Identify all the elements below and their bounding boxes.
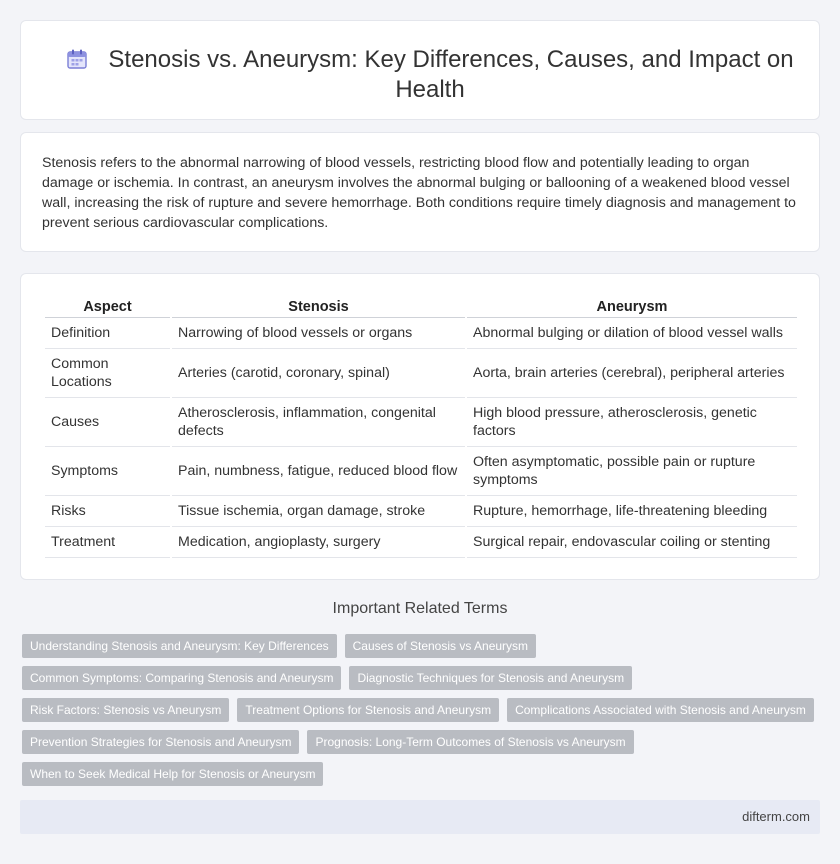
related-term-tag[interactable]: Causes of Stenosis vs Aneurysm xyxy=(345,634,536,658)
header-aneurysm: Aneurysm xyxy=(467,296,797,318)
title-card xyxy=(20,20,820,120)
related-term-tag[interactable]: Treatment Options for Stenosis and Aneurysm xyxy=(237,698,499,722)
related-term-tag[interactable]: When to Seek Medical Help for Stenosis or Aneurysm xyxy=(22,762,323,786)
cell-aspect: Common Locations xyxy=(45,349,170,398)
related-term-tag[interactable]: Complications Associated with Stenosis and Aneurysm xyxy=(507,698,814,722)
table-row xyxy=(45,318,797,349)
cell-stenosis: Narrowing of blood vessels or organs xyxy=(172,318,465,349)
cell-aneurysm: Rupture, hemorrhage, life-threatening bleeding xyxy=(467,496,797,527)
footer-site-link[interactable]: difterm.com xyxy=(742,809,810,824)
page-title-wrap xyxy=(61,45,799,105)
cell-aneurysm: Aorta, brain arteries (cerebral), peripheral arteries xyxy=(467,349,797,398)
table-row xyxy=(45,527,797,558)
cell-aneurysm: Abnormal bulging or dilation of blood vessel walls xyxy=(467,318,797,349)
intro-paragraph: Stenosis refers to the abnormal narrowing of blood vessels, restricting blood flow and potentially leading to organ damage or ischemia. In contrast, an aneurysm involves the abnormal bulging or ballooning of a weakened blood vessel wall, increasing the risk of rupture and severe hemorrhage. Both conditions require timely diagnosis and management to prevent serious cardiovascular complications. xyxy=(42,155,796,231)
header-aspect: Aspect xyxy=(45,296,170,318)
intro-card xyxy=(20,132,820,252)
related-term-tag[interactable]: Diagnostic Techniques for Stenosis and Aneurysm xyxy=(349,666,632,690)
table-header-row xyxy=(45,296,797,318)
comparison-table xyxy=(43,296,799,558)
related-term-tag[interactable]: Prevention Strategies for Stenosis and Aneurysm xyxy=(22,730,299,754)
cell-aspect: Definition xyxy=(45,318,170,349)
footer xyxy=(20,800,820,834)
cell-aspect: Causes xyxy=(45,398,170,447)
related-terms-heading: Important Related Terms xyxy=(332,600,508,617)
table-row xyxy=(45,447,797,496)
table-row xyxy=(45,349,797,398)
cell-stenosis: Tissue ischemia, organ damage, stroke xyxy=(172,496,465,527)
page-title: Stenosis vs. Aneurysm: Key Differences, Causes, and Impact on Health xyxy=(108,46,794,103)
cell-stenosis: Pain, numbness, fatigue, reduced blood flow xyxy=(172,447,465,496)
related-term-tag[interactable]: Prognosis: Long-Term Outcomes of Stenosis vs Aneurysm xyxy=(307,730,633,754)
cell-aspect: Symptoms xyxy=(45,447,170,496)
cell-stenosis: Atherosclerosis, inflammation, congenital defects xyxy=(172,398,465,447)
cell-stenosis: Medication, angioplasty, surgery xyxy=(172,527,465,558)
table-row xyxy=(45,398,797,447)
cell-stenosis: Arteries (carotid, coronary, spinal) xyxy=(172,349,465,398)
cell-aneurysm: Often asymptomatic, possible pain or rupture symptoms xyxy=(467,447,797,496)
table-row xyxy=(45,496,797,527)
related-terms-list xyxy=(22,634,822,786)
cell-aneurysm: High blood pressure, atherosclerosis, genetic factors xyxy=(467,398,797,447)
cell-aneurysm: Surgical repair, endovascular coiling or stenting xyxy=(467,527,797,558)
related-term-tag[interactable]: Risk Factors: Stenosis vs Aneurysm xyxy=(22,698,229,722)
calendar-icon xyxy=(66,48,88,70)
header-stenosis: Stenosis xyxy=(172,296,465,318)
cell-aspect: Treatment xyxy=(45,527,170,558)
related-term-tag[interactable]: Common Symptoms: Comparing Stenosis and Aneurysm xyxy=(22,666,341,690)
comparison-card xyxy=(20,273,820,580)
cell-aspect: Risks xyxy=(45,496,170,527)
related-term-tag[interactable]: Understanding Stenosis and Aneurysm: Key Differences xyxy=(22,634,337,658)
